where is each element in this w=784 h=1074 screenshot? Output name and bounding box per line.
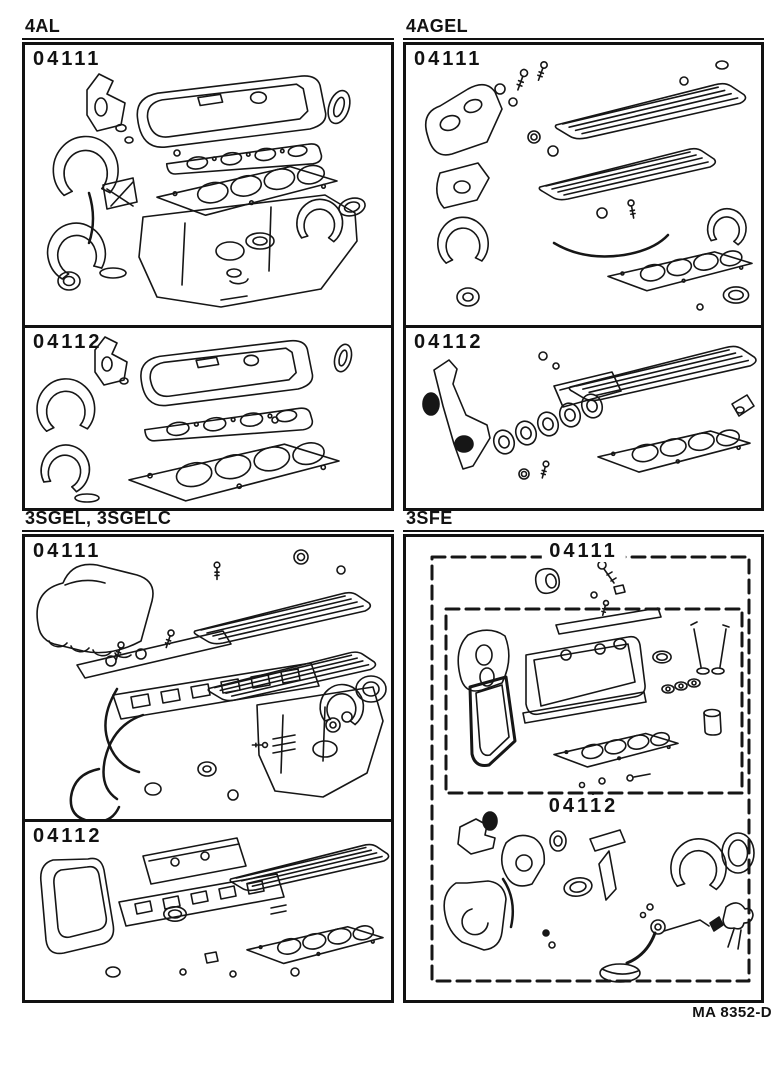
gasket-kit-diagram-3sgel-04112 bbox=[25, 822, 391, 1000]
part-number-label: 04112 bbox=[414, 331, 484, 353]
cell-4al-04111 bbox=[25, 45, 391, 325]
cell-4al-04112 bbox=[25, 325, 391, 508]
panel-3sgel-box bbox=[22, 534, 394, 1003]
engine-code-label-4al: 4AL bbox=[22, 16, 394, 40]
cell-3sgel-04111 bbox=[25, 537, 391, 819]
part-number-label: 04111 bbox=[541, 540, 625, 562]
gasket-kit-diagram-3sfe bbox=[406, 537, 761, 1000]
figure-reference-code: MA 8352-D bbox=[692, 1004, 772, 1021]
panel-3sfe bbox=[403, 508, 764, 1003]
part-number-label: 04112 bbox=[33, 825, 103, 847]
gasket-kit-diagram-4agel-04112 bbox=[406, 328, 761, 508]
gasket-kit-diagram-3sgel-04111 bbox=[25, 537, 391, 819]
gasket-kit-diagram-4al-04112 bbox=[25, 328, 391, 508]
panel-3sgel bbox=[22, 508, 394, 1003]
cell-4agel-04112 bbox=[406, 325, 761, 508]
part-number-label: 04111 bbox=[33, 48, 102, 70]
cell-3sfe bbox=[406, 537, 761, 1000]
panel-4al-box bbox=[22, 42, 394, 511]
part-number-label: 04112 bbox=[33, 331, 103, 353]
panel-4al bbox=[22, 16, 394, 511]
part-number-label: 04112 bbox=[541, 795, 627, 817]
panel-4agel bbox=[403, 16, 764, 511]
engine-code-label-4agel: 4AGEL bbox=[403, 16, 764, 40]
panel-4agel-box bbox=[403, 42, 764, 511]
panel-3sfe-box bbox=[403, 534, 764, 1003]
part-number-label: 04111 bbox=[33, 540, 102, 562]
gasket-kit-diagram-4agel-04111 bbox=[406, 45, 761, 325]
cell-3sgel-04112 bbox=[25, 819, 391, 1000]
engine-code-label-3sgel: 3SGEL, 3SGELC bbox=[22, 508, 394, 532]
part-number-label: 04111 bbox=[414, 48, 483, 70]
engine-code-label-3sfe: 3SFE bbox=[403, 508, 764, 532]
gasket-kit-diagram-4al-04111 bbox=[25, 45, 391, 325]
cell-4agel-04111 bbox=[406, 45, 761, 325]
